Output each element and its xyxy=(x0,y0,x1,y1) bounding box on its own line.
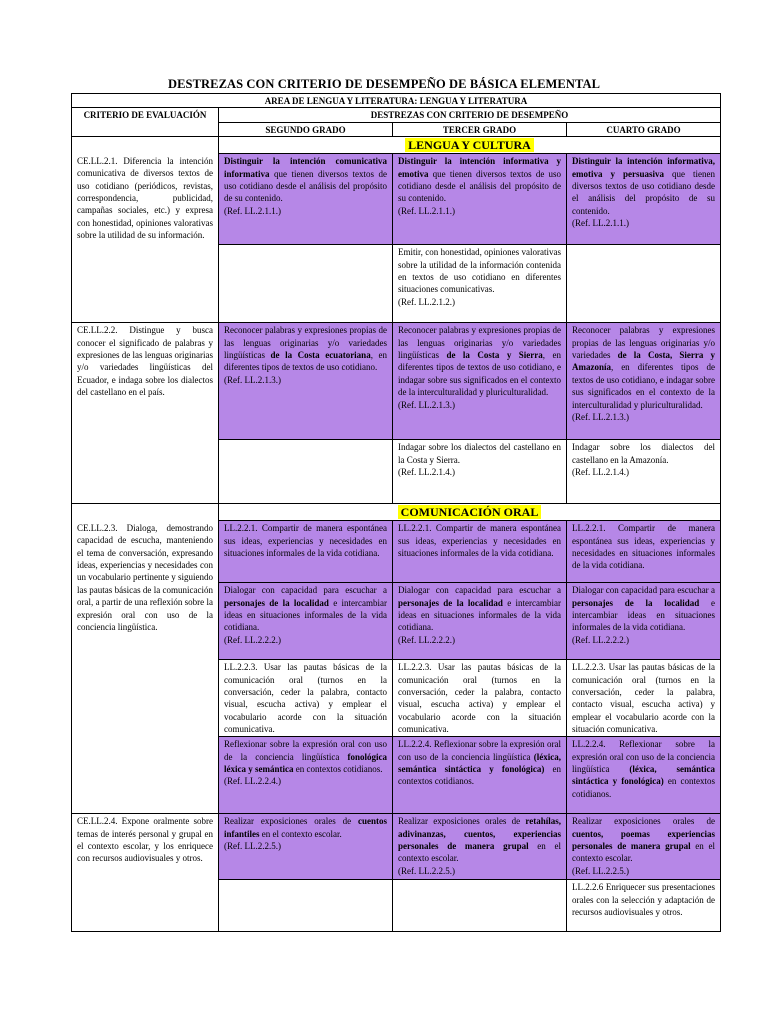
empty-cell xyxy=(393,880,567,932)
skill-cell: Dialogar con capacidad para escuchar a personajes de la localidad e intercambiar ideas en situaciones informales de la vida cotidiana. (Ref. LL.2.2.2.) xyxy=(567,583,721,660)
section-comunicacion-oral xyxy=(219,504,721,521)
criterion-ce-ll-2-4: CE.LL.2.4. Expone oralmente sobre temas de interés personal y grupal en el contexto escolar, y los enriquece con recursos audiovisuales y otros. xyxy=(72,814,219,932)
criterio-header: CRITERIO DE EVALUACIÓN xyxy=(72,108,219,137)
empty-cell xyxy=(219,245,393,323)
skill-cell: Dialogar con capacidad para escuchar a personajes de la localidad e intercambiar ideas en situaciones informales de la vida cotidiana. (Ref. LL.2.2.2.) xyxy=(219,583,393,660)
empty-cell xyxy=(72,137,219,154)
skill-cell: Realizar exposiciones orales de retahílas, adivinanzas, cuentos, experiencias personales de manera grupal en el contexto escolar. (Ref. LL.2.2.5.) xyxy=(393,814,567,880)
skill-cell: Realizar exposiciones orales de cuentos, poemas experiencias personales de manera grupal en el contexto escolar. (Ref. LL.2.2.5.) xyxy=(567,814,721,880)
skill-cell: Emitir, con honestidad, opiniones valorativas sobre la utilidad de la información contenida en textos de uso cotidiano en diferentes situaciones comunicativas. (Ref. LL.2.1.2.) xyxy=(393,245,567,323)
skill-cell: LL.2.2.3. Usar las pautas básicas de la comunicación oral (turnos en la conversación, ceder la palabra, contacto visual, escucha activa) y emplear el vocabulario acorde con la situación comunicativa. xyxy=(393,660,567,737)
grade-3-header: TERCER GRADO xyxy=(393,122,567,136)
skill-cell: LL.2.2.4. Reflexionar sobre la expresión oral con uso de la conciencia lingüística (léxica, semántica sintáctica y fonológica) en contextos cotidianos. xyxy=(567,737,721,814)
skill-cell: Reflexionar sobre la expresión oral con uso de la conciencia lingüística fonológica léxica y semántica en contextos cotidianos. (Ref. LL.2.2.4.) xyxy=(219,737,393,814)
skill-cell: Distinguir la intención informativa, emotiva y persuasiva que tienen diversos textos de uso cotidiano desde el análisis del propósito de su contenido. (Ref. LL.2.1.1.) xyxy=(567,154,721,245)
empty-cell xyxy=(567,245,721,323)
skill-cell: Reconocer palabras y expresiones propias de las lenguas originarias y/o variedades lingüísticas de la Costa ecuatoriana, en diferentes tipos de textos de uso cotidiano. (Ref. LL.2.1.3.) xyxy=(219,323,393,440)
grade-4-header: CUARTO GRADO xyxy=(567,122,721,136)
skill-cell: LL.2.2.1. Compartir de manera espontánea sus ideas, experiencias y necesidades en situaciones informales de la vida cotidiana. xyxy=(567,521,721,583)
skill-cell: Dialogar con capacidad para escuchar a personajes de la localidad e intercambiar ideas en situaciones informales de la vida cotidiana. (Ref. LL.2.2.2.) xyxy=(393,583,567,660)
skill-cell: LL.2.2.6 Enriquecer sus presentaciones orales con la selección y adaptación de recursos audiovisuales y otros. xyxy=(567,880,721,932)
area-header: AREA DE LENGUA Y LITERATURA: LENGUA Y LITERATURA xyxy=(72,94,721,108)
section-lengua-cultura xyxy=(219,137,721,154)
empty-cell xyxy=(219,440,393,504)
criterion-ce-ll-2-2: CE.LL.2.2. Distingue y busca conocer el significado de palabras y expresiones de las lenguas originarias y/o variedades lingüísticas del Ecuador, e indaga sobre los dialectos del castellano en el país. xyxy=(72,323,219,504)
skill-cell: LL.2.2.3. Usar las pautas básicas de la comunicación oral (turnos en la conversación, ceder la palabra, contacto visual, escucha activa) y emplear el vocabulario acorde con la situación comunicativa. xyxy=(219,660,393,737)
skill-cell: Realizar exposiciones orales de cuentos infantiles en el contexto escolar. (Ref. LL.2.2.5.) xyxy=(219,814,393,880)
skill-cell: Distinguir la intención comunicativa informativa que tienen diversos textos de uso cotidiano desde el análisis del propósito de su contenido. (Ref. LL.2.1.1.) xyxy=(219,154,393,245)
skill-cell: LL.2.2.1. Compartir de manera espontánea sus ideas, experiencias y necesidades en situaciones informales de la vida cotidiana. xyxy=(393,521,567,583)
empty-cell xyxy=(219,880,393,932)
criterion-ce-ll-2-1: CE.LL.2.1. Diferencia la intención comunicativa de diversos textos de uso cotidiano (periódicos, revistas, correspondencia, publicidad, campañas sociales, etc.) y expresa con honestidad, opiniones valorativas sobre la utilidad de su información. xyxy=(72,154,219,323)
document-title: DESTREZAS CON CRITERIO DE DESEMPEÑO DE BÁSICA ELEMENTAL xyxy=(167,77,601,91)
skill-cell: Distinguir la intención informativa y emotiva que tienen diversos textos de uso cotidiano desde el análisis del propósito de su contenido. (Ref. LL.2.1.1.) xyxy=(393,154,567,245)
skill-cell: Indagar sobre los dialectos del castellano en la Amazonía. (Ref. LL.2.1.4.) xyxy=(567,440,721,504)
skill-cell: LL.2.2.1. Compartir de manera espontánea sus ideas, experiencias y necesidades en situaciones informales de la vida cotidiana. xyxy=(219,521,393,583)
criterion-ce-ll-2-3: CE.LL.2.3. Dialoga, demostrando capacidad de escucha, manteniendo el tema de conversación, expresando ideas, experiencias y necesidades con un vocabulario pertinente y siguiendo las pautas básicas de la comunicación oral, a partir de una reflexión sobre la expresión oral con uso de la conciencia lingüística. xyxy=(72,521,219,814)
skill-cell: LL.2.2.3. Usar las pautas básicas de la comunicación oral (turnos en la conversación, ceder la palabra, contacto visual, escucha activa) y emplear el vocabulario acorde con la situación comunicativa. xyxy=(567,660,721,737)
skill-cell: Indagar sobre los dialectos del castellano en la Costa y Sierra. (Ref. LL.2.1.4.) xyxy=(393,440,567,504)
skill-cell: Reconocer palabras y expresiones propias de las lenguas originarias y/o variedades de la Costa, Sierra y Amazonía, en diferentes tipos de textos de uso cotidiano, e indagar sobre sus significados en el contexto de la interculturalidad y pluriculturalidad. (Ref. LL.2.1.3.) xyxy=(567,323,721,440)
section-title: LENGUA Y CULTURA xyxy=(405,138,534,152)
skill-cell: Reconocer palabras y expresiones propias de las lenguas originarias y/o variedades lingüísticas de la Costa y Sierra, en diferentes tipos de textos de uso cotidiano, e indagar sobre sus significados en el contexto de la interculturalidad y pluriculturalidad. (Ref. LL.2.1.3.) xyxy=(393,323,567,440)
destrezas-header: DESTREZAS CON CRITERIO DE DESEMPEÑO xyxy=(219,108,721,122)
skill-cell: LL.2.2.4. Reflexionar sobre la expresión oral con uso de la conciencia lingüística (léxica, semántica sintáctica y fonológica) en contextos cotidianos. xyxy=(393,737,567,814)
section-title: COMUNICACIÓN ORAL xyxy=(398,505,542,519)
destrezas-table xyxy=(71,93,721,932)
empty-cell xyxy=(72,504,219,521)
grade-2-header: SEGUNDO GRADO xyxy=(219,122,393,136)
